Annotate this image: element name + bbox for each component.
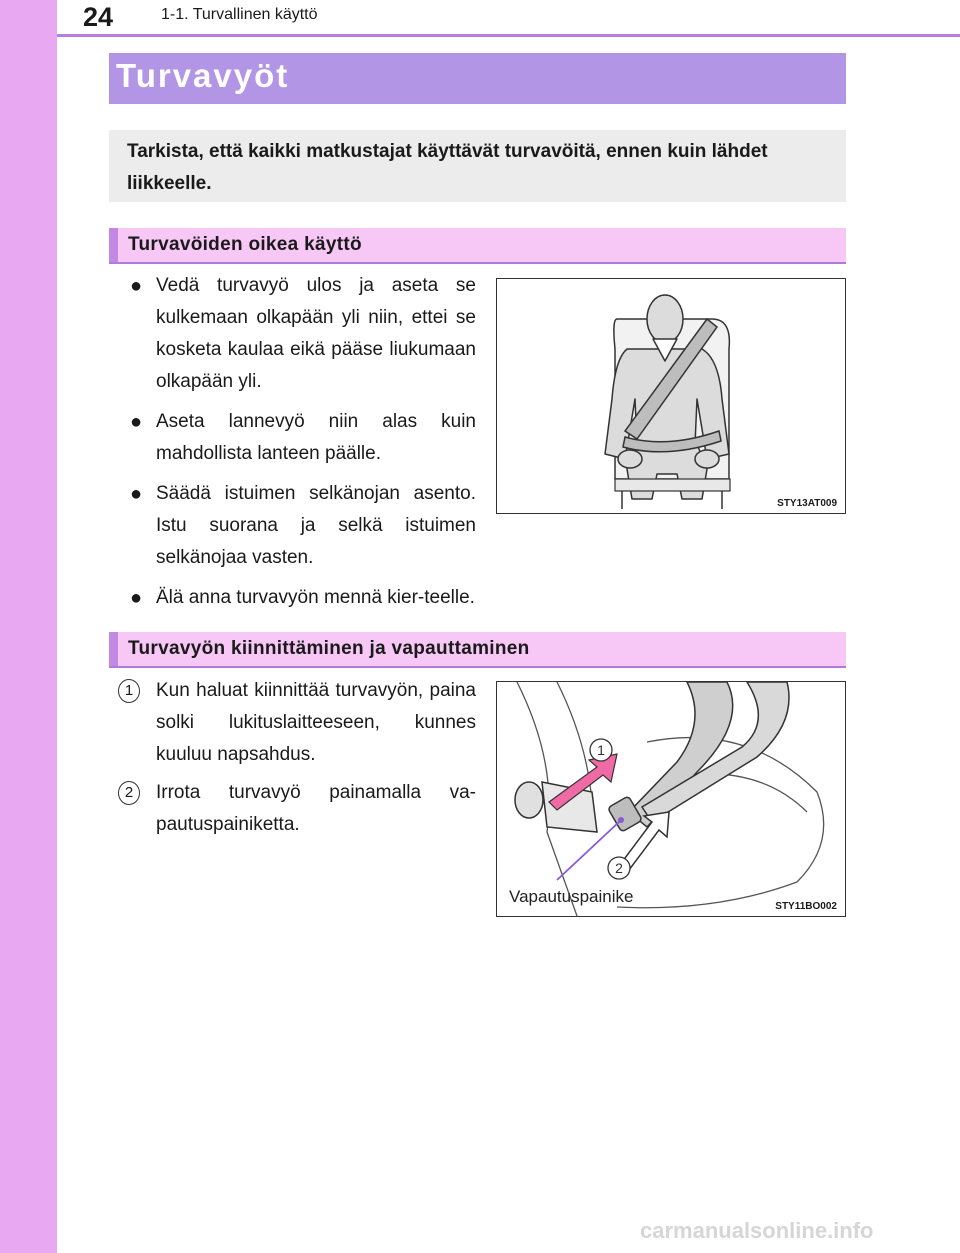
intro-text: Tarkista, että kaikki matkustajat käyttävät turvavöitä, ennen kuin lähdet liikkeelle. [127,141,768,194]
page-number: 24 [83,2,114,32]
page-title: Turvavyöt [116,57,290,94]
seated-person-illustration [497,279,845,513]
bullet-text: Aseta lannevyö niin alas kuin mahdollista lanteen päälle. [156,411,476,464]
step-list [116,675,476,847]
figure-code: STY13AT009 [777,498,837,509]
section-heading-fasten-release [109,632,846,668]
side-tab-bar [0,0,57,1253]
section-heading-text: Turvavyön kiinnittäminen ja vapauttaminen [128,638,530,659]
step-text: Kun haluat kiinnittää turvavyön, paina solki lukituslaitteeseen, kunnes kuuluu napsahdus. [156,680,476,765]
bullet-text: Vedä turvavyö ulos ja aseta se kulkemaan olkapään yli niin, ettei se kosketa kaulaa eikä pääse liukumaan olkapään yli. [156,275,476,392]
step-item [116,777,476,841]
callout-2: 2 [615,860,623,876]
bullet-list [130,270,476,622]
buckle-illustration [497,682,845,916]
step-item [116,675,476,771]
bullet-item [130,406,476,470]
bullet-icon: ● [130,275,143,297]
section-heading-bar [109,632,118,666]
figure-code: STY11BO002 [775,901,837,912]
bullet-text: Älä anna turvavyön mennä kier-teelle. [156,587,475,608]
running-head: 1-1. Turvallinen käyttö [161,6,318,23]
header-rule [57,34,960,37]
section-heading-text: Turvavöiden oikea käyttö [128,234,362,255]
bullet-icon: ● [130,587,143,609]
step-text: Irrota turvavyö painamalla va-pautuspainiketta. [156,782,476,835]
bullet-item [130,478,476,574]
seatbelt-posture-figure [496,278,846,514]
bullet-item [130,270,476,398]
step-number-icon: 1 [118,679,140,703]
section-heading-correct-use [109,228,846,264]
footer-watermark: carmanualsonline.info [640,1218,874,1243]
step-number-icon: 2 [118,781,140,805]
bullet-icon: ● [130,483,143,505]
section-heading-bar [109,228,118,262]
release-button-label: Vapautuspainike [509,887,634,906]
buckle-figure [496,681,846,917]
bullet-icon: ● [130,411,143,433]
bullet-text: Säädä istuimen selkänojan asento. Istu suorana ja selkä istuimen selkänojaa vasten. [156,483,476,568]
callout-1: 1 [597,742,605,758]
bullet-item [130,582,476,614]
